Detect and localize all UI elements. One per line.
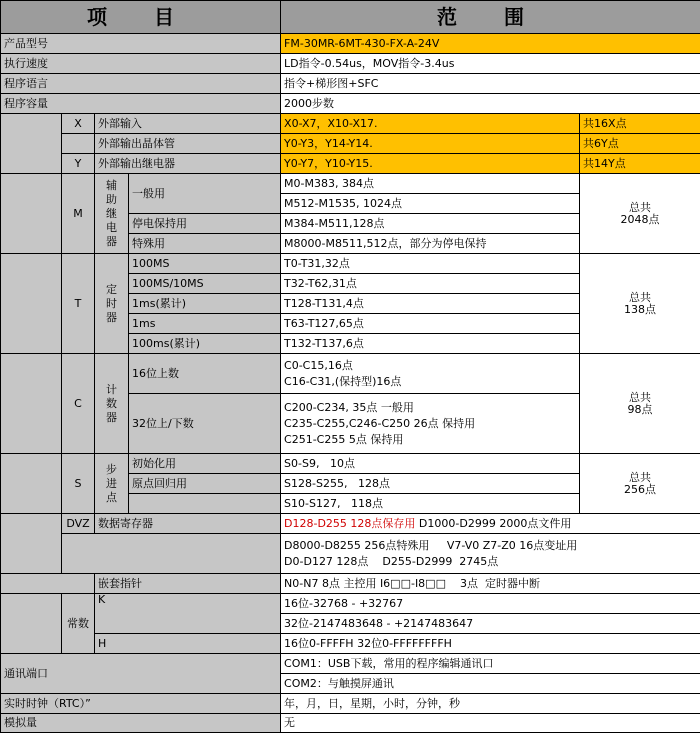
s-range: S10-S127, 118点: [281, 494, 580, 514]
nest-name: 嵌套指针: [95, 574, 281, 594]
io-range: Y0-Y7，Y10-Y15.: [281, 154, 580, 174]
capacity-label: 程序容量: [1, 94, 281, 114]
s-range: S0-S9, 10点: [281, 454, 580, 474]
const-code: H: [95, 634, 281, 654]
io-name: 外部输出晶体管: [95, 134, 281, 154]
m-code: M: [62, 174, 95, 254]
io-total: 共16X点: [580, 114, 700, 134]
c-group: [95, 354, 129, 454]
io-blank: [1, 114, 62, 174]
d-range: [281, 514, 700, 534]
t-range: T0-T31,32点: [281, 254, 580, 274]
d-range-file: D1000-D2999 2000点文件用: [415, 516, 572, 530]
d-name: 数据寄存器: [95, 514, 281, 534]
m-range: M8000-M8511,512点，部分为停电保持: [281, 234, 580, 254]
header-range: 范 围: [281, 1, 700, 34]
c-range: C0-C15,16点 C16-C31,(保持型)16点: [281, 354, 580, 394]
nest-blank: [1, 574, 95, 594]
analog-label: 模拟量: [1, 714, 281, 733]
rtc-label: 实时时钟（RTC）”: [1, 694, 281, 714]
io-code: [62, 134, 95, 154]
io-name: 外部输出继电器: [95, 154, 281, 174]
model-value: FM-30MR-6MT-430-FX-A-24V: [281, 34, 700, 54]
t-name: 1ms(累计): [129, 294, 281, 314]
s-blank: [1, 454, 62, 514]
t-name: 100ms(累计): [129, 334, 281, 354]
m-group: [95, 174, 129, 254]
m-total: 总共 2048点: [580, 174, 700, 254]
io-code: X: [62, 114, 95, 134]
s-total: 总共 256点: [580, 454, 700, 514]
rtc-value: 年，月，日，星期，小时，分钟，秒: [281, 694, 700, 714]
vertical-label-text: 辅 助 继 电 器: [106, 178, 117, 248]
m-name: 一般用: [129, 174, 281, 214]
io-range: Y0-Y3，Y14-Y14.: [281, 134, 580, 154]
c-name: 32位上/下数: [129, 394, 281, 454]
t-code: T: [62, 254, 95, 354]
comm-line1: COM1：USB下载，常用的程序编辑通讯口: [281, 654, 700, 674]
io-total: 共6Y点: [580, 134, 700, 154]
d-range-retentive: D128-D255 128点保存用: [284, 516, 416, 530]
const-range: 32位-2147483648 - +2147483647: [281, 614, 700, 634]
const-range: 16位-32768 - +32767: [281, 594, 700, 614]
t-group: [95, 254, 129, 354]
header-item: 项 目: [1, 1, 281, 34]
s-code: S: [62, 454, 95, 514]
d-blank-2: [62, 534, 281, 574]
s-name: 初始化用: [129, 454, 281, 474]
lang-value: 指令+梯形图+SFC: [281, 74, 700, 94]
t-name: 1ms: [129, 314, 281, 334]
c-code: C: [62, 354, 95, 454]
t-blank: [1, 254, 62, 354]
vertical-label-text: 计 数 器: [106, 382, 117, 424]
const-code: K: [95, 594, 281, 634]
lang-label: 程序语言: [1, 74, 281, 94]
s-range: S128-S255, 128点: [281, 474, 580, 494]
capacity-value: 2000步数: [281, 94, 700, 114]
io-name: 外部输入: [95, 114, 281, 134]
nest-range: N0-N7 8点 主控用 I6□□-I8□□ 3点 定时器中断: [281, 574, 700, 594]
c-range: C200-C234, 35点 一般用 C235-C255,C246-C250 26点 保持用 C251-C255 5点 保持用: [281, 394, 580, 454]
t-name: 100MS: [129, 254, 281, 274]
d-code: DVZ: [62, 514, 95, 534]
io-range: X0-X7，X10-X17.: [281, 114, 580, 134]
d-blank: [1, 514, 62, 574]
vertical-label-text: 步 进 点: [106, 462, 117, 504]
speed-label: 执行速度: [1, 54, 281, 74]
m-range: M0-M383, 384点: [281, 174, 580, 194]
t-name: 100MS/10MS: [129, 274, 281, 294]
io-code: Y: [62, 154, 95, 174]
m-blank: [1, 174, 62, 254]
m-range: M384-M511,128点: [281, 214, 580, 234]
t-range: T132-T137,6点: [281, 334, 580, 354]
comm-label: 通讯端口: [1, 654, 281, 694]
const-blank: [1, 594, 62, 654]
c-name: 16位上数: [129, 354, 281, 394]
m-name: 特殊用: [129, 234, 281, 254]
d-range-2: D8000-D8255 256点特殊用 V7-V0 Z7-Z0 16点变址用 D0-D127 128点 D255-D2999 2745点: [281, 534, 700, 574]
const-group: 常数: [62, 594, 95, 654]
io-total: 共14Y点: [580, 154, 700, 174]
t-total: 总共 138点: [580, 254, 700, 354]
const-range: 16位0-FFFFH 32位0-FFFFFFFFH: [281, 634, 700, 654]
c-total: 总共 98点: [580, 354, 700, 454]
t-range: T32-T62,31点: [281, 274, 580, 294]
analog-value: 无: [281, 714, 700, 733]
vertical-label-text: 定 时 器: [106, 282, 117, 324]
m-name: 停电保持用: [129, 214, 281, 234]
s-name: [129, 494, 281, 514]
speed-value: LD指令-0.54us，MOV指令-3.4us: [281, 54, 700, 74]
s-name: 原点回归用: [129, 474, 281, 494]
m-range: M512-M1535, 1024点: [281, 194, 580, 214]
comm-line2: COM2：与触摸屏通讯: [281, 674, 700, 694]
model-label: 产品型号: [1, 34, 281, 54]
s-group: [95, 454, 129, 514]
t-range: T63-T127,65点: [281, 314, 580, 334]
t-range: T128-T131,4点: [281, 294, 580, 314]
c-blank: [1, 354, 62, 454]
